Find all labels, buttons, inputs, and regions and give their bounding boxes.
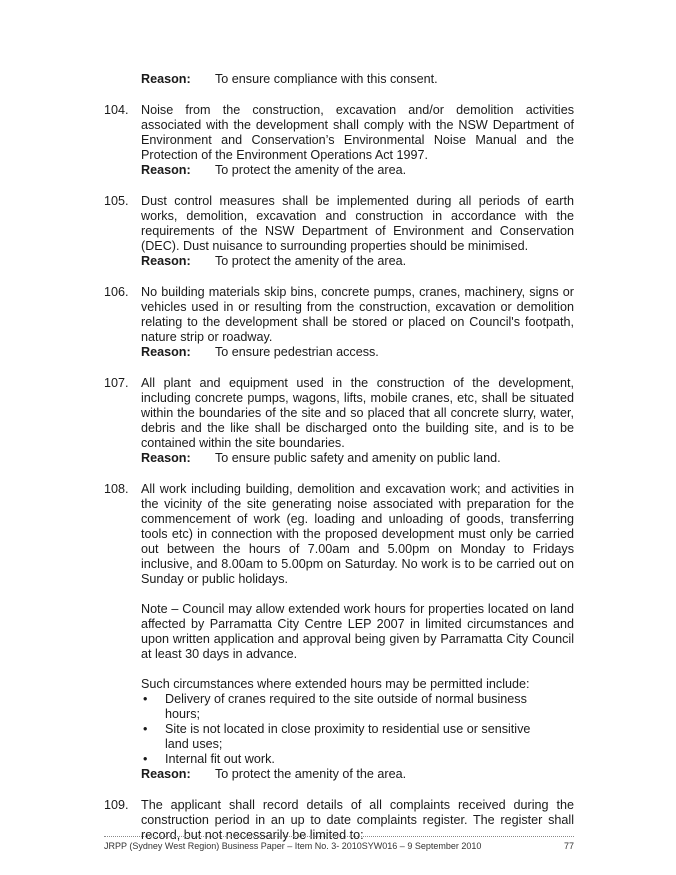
reason-line (141, 345, 574, 360)
circumstances-list (141, 692, 574, 767)
list-item (141, 722, 574, 752)
reason-line (141, 767, 574, 782)
reason-text: To ensure public safety and amenity on public land. (215, 451, 501, 465)
reason-line (141, 451, 574, 466)
reason-text: To protect the amenity of the area. (215, 163, 407, 177)
list-item-text: Delivery of cranes required to the site outside of normal business hours; (165, 692, 527, 721)
circumstances-intro: Such circumstances where extended hours may be permitted include: (141, 677, 530, 691)
reason-label: Reason: (141, 345, 191, 359)
reason-label: Reason: (141, 254, 191, 268)
reason-text: To protect the amenity of the area. (215, 254, 407, 268)
reason-label: Reason: (141, 451, 191, 465)
reason-line (141, 163, 574, 178)
list-item-text: Site is not located in close proximity to residential use or sensitive land uses; (165, 722, 531, 751)
list-item (141, 752, 574, 767)
bullet-icon: • (143, 692, 148, 706)
condition-105 (104, 194, 574, 269)
condition-104 (104, 103, 574, 178)
condition-number: 106. (104, 285, 129, 299)
condition-106 (104, 285, 574, 360)
condition-text: Dust control measures shall be implemented during all periods of earth works, demolition, excavation and construction in accordance with the requirements of the NSW Department of Environment and Conservation (DEC). Dust nuisance to surrounding properties should be minimised. (141, 194, 574, 253)
condition-number: 105. (104, 194, 129, 208)
reason-text: To protect the amenity of the area. (215, 767, 407, 781)
condition-text: All work including building, demolition and excavation work; and activities in the vicinity of the site generating noise associated with preparation for the commencement of work (eg. loading and unloading of goods, transferring tools etc) in connection with the proposed development must only be carried out between the hours of 7.00am and 5.00pm on Monday to Fridays inclusive, and 8.00am to 5.00pm on Saturday. No work is to be carried out on Sunday or public holidays. (141, 482, 574, 586)
reason-line (141, 254, 574, 269)
condition-107 (104, 376, 574, 466)
list-item-text: Internal fit out work. (165, 752, 275, 766)
note-paragraph: Note – Council may allow extended work hours for properties located on land affected by Parramatta City Centre LEP 2007 in limited circumstances and upon written application and approval being given by Parramatta City Council at least 30 days in advance. (141, 602, 574, 661)
condition-text: All plant and equipment used in the construction of the development, including concrete pumps, wagons, lifts, mobile cranes, etc, shall be situated within the boundaries of the site and so placed that all concrete slurry, water, debris and the like shall be discharged onto the building site, and is to be contained within the site boundaries. (141, 376, 574, 450)
condition-number: 104. (104, 103, 129, 117)
reason-label: Reason: (141, 72, 191, 86)
bullet-icon: • (143, 722, 148, 736)
reason-label: Reason: (141, 767, 191, 781)
condition-number: 107. (104, 376, 129, 390)
condition-108 (104, 482, 574, 782)
page-footer (104, 836, 574, 852)
condition-number: 109. (104, 798, 129, 812)
bullet-icon: • (143, 752, 148, 766)
list-item (141, 692, 574, 722)
condition-text: The applicant shall record details of all complaints received during the construction period in an up to date complaints register. The register shall record, but not necessarily be limited to: (141, 798, 574, 842)
page-number: 77 (563, 841, 574, 851)
condition-text: Noise from the construction, excavation and/or demolition activities associated with the development shall comply with the NSW Department of Environment and Conservation’s Environmental Noise Manual and the Protection of the Environment Operations Act 1997. (141, 103, 574, 162)
reason-text: To ensure compliance with this consent. (215, 72, 438, 86)
page-content (104, 72, 574, 843)
footer-text: JRPP (Sydney West Region) Business Paper – Item No. 3- 2010SYW016 – 9 September 2010 (104, 841, 482, 851)
reason-line-top (141, 72, 574, 87)
reason-label: Reason: (141, 163, 191, 177)
condition-text: No building materials skip bins, concrete pumps, cranes, machinery, signs or vehicles used in or resulting from the construction, excavation or demolition relating to the development shall be stored or placed on Council's footpath, nature strip or roadway. (141, 285, 574, 344)
reason-text: To ensure pedestrian access. (215, 345, 379, 359)
condition-number: 108. (104, 482, 129, 496)
